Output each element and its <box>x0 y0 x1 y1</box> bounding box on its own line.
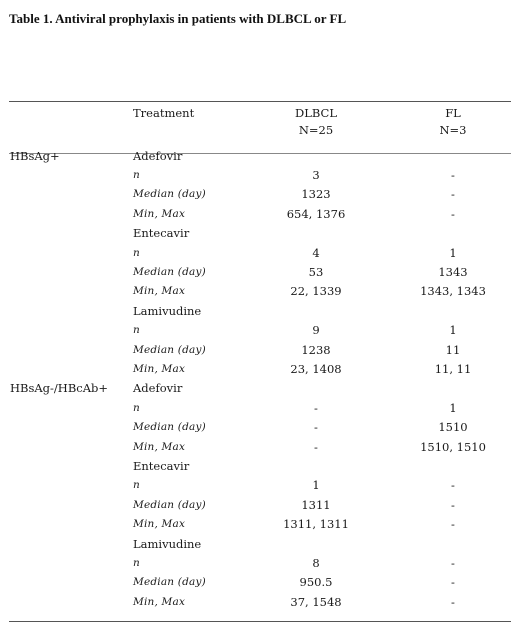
table-top-rule <box>9 101 511 102</box>
table-row <box>0 534 520 553</box>
stat-label: Min, Max <box>133 362 186 375</box>
table-row <box>0 301 520 320</box>
stat-label: n <box>133 479 140 492</box>
dlbcl-value: 8 <box>312 555 320 570</box>
table-row <box>0 321 520 340</box>
dlbcl-value: 53 <box>308 265 324 280</box>
header-fl-n: N=3 <box>439 123 467 137</box>
stat-label: n <box>133 169 140 182</box>
header-treatment: Treatment <box>133 106 195 120</box>
group-label: HBsAg+ <box>10 148 60 163</box>
drug-label: Entecavir <box>133 458 190 473</box>
dlbcl-value: 1311, 1311 <box>283 517 349 532</box>
table-row <box>0 553 520 572</box>
table-row <box>0 243 520 262</box>
header-fl: FL <box>445 106 461 120</box>
stat-label: Median (day) <box>133 343 206 356</box>
fl-value: 1510, 1510 <box>420 439 486 454</box>
dlbcl-value: 1238 <box>301 342 331 357</box>
fl-value: 1510 <box>438 420 468 435</box>
dlbcl-value: 1 <box>312 478 320 493</box>
fl-value: - <box>451 478 455 493</box>
table-row <box>0 204 520 223</box>
table-bottom-rule <box>9 621 511 622</box>
fl-value: - <box>451 517 455 532</box>
table-row <box>0 146 520 165</box>
fl-value: 1343, 1343 <box>420 284 486 299</box>
table-row <box>0 262 520 281</box>
stat-label: Min, Max <box>133 440 186 453</box>
table-row <box>0 476 520 495</box>
dlbcl-value: - <box>314 400 318 415</box>
table-row <box>0 437 520 456</box>
stat-label: n <box>133 324 140 337</box>
table-row <box>0 398 520 417</box>
table-row <box>0 514 520 533</box>
dlbcl-value: 1323 <box>301 187 331 202</box>
fl-value: 1 <box>449 323 457 338</box>
stat-label: Median (day) <box>133 188 206 201</box>
fl-value: 11, 11 <box>434 361 472 376</box>
dlbcl-value: 1311 <box>301 497 331 512</box>
table-body <box>0 146 520 611</box>
dlbcl-value: 4 <box>312 245 320 260</box>
stat-label: Min, Max <box>133 595 186 608</box>
dlbcl-value: - <box>314 420 318 435</box>
fl-value: - <box>451 555 455 570</box>
stat-label: Min, Max <box>133 518 186 531</box>
dlbcl-value: 654, 1376 <box>286 206 346 221</box>
dlbcl-value: 37, 1548 <box>290 594 342 609</box>
table-caption: Table 1. Antiviral prophylaxis in patients with DLBCL or FL <box>9 11 347 26</box>
table-row <box>0 379 520 398</box>
stat-label: Median (day) <box>133 576 206 589</box>
drug-label: Adefovir <box>133 381 183 396</box>
table-row <box>0 224 520 243</box>
stat-label: Median (day) <box>133 421 206 434</box>
stat-label: Median (day) <box>133 266 206 279</box>
fl-value: - <box>451 575 455 590</box>
drug-label: Entecavir <box>133 226 190 241</box>
stat-label: Min, Max <box>133 207 186 220</box>
dlbcl-value: 3 <box>312 168 320 183</box>
stat-label: n <box>133 556 140 569</box>
table-row <box>0 456 520 475</box>
group-label: HBsAg-/HBcAb+ <box>10 381 109 396</box>
header-dlbcl: DLBCL <box>295 106 337 120</box>
fl-value: 1 <box>449 245 457 260</box>
table-row <box>0 573 520 592</box>
table-row <box>0 340 520 359</box>
fl-value: 1 <box>449 400 457 415</box>
stat-label: n <box>133 246 140 259</box>
fl-value: 1343 <box>438 265 468 280</box>
fl-value: - <box>451 594 455 609</box>
stat-label: Min, Max <box>133 285 186 298</box>
drug-label: Lamivudine <box>133 536 202 551</box>
table-row <box>0 185 520 204</box>
stat-label: n <box>133 401 140 414</box>
table-row <box>0 165 520 184</box>
fl-value: 11 <box>445 342 461 357</box>
stat-label: Median (day) <box>133 498 206 511</box>
drug-label: Adefovir <box>133 148 183 163</box>
fl-value: - <box>451 187 455 202</box>
table-row <box>0 495 520 514</box>
fl-value: - <box>451 206 455 221</box>
dlbcl-value: 23, 1408 <box>290 361 342 376</box>
table-row <box>0 592 520 611</box>
dlbcl-value: 950.5 <box>299 575 333 590</box>
table-row <box>0 417 520 436</box>
dlbcl-value: - <box>314 439 318 454</box>
fl-value: - <box>451 168 455 183</box>
header-dlbcl-n: N=25 <box>298 123 334 137</box>
dlbcl-value: 22, 1339 <box>290 284 342 299</box>
drug-label: Lamivudine <box>133 303 202 318</box>
table-row <box>0 282 520 301</box>
dlbcl-value: 9 <box>312 323 320 338</box>
table-row <box>0 359 520 378</box>
fl-value: - <box>451 497 455 512</box>
